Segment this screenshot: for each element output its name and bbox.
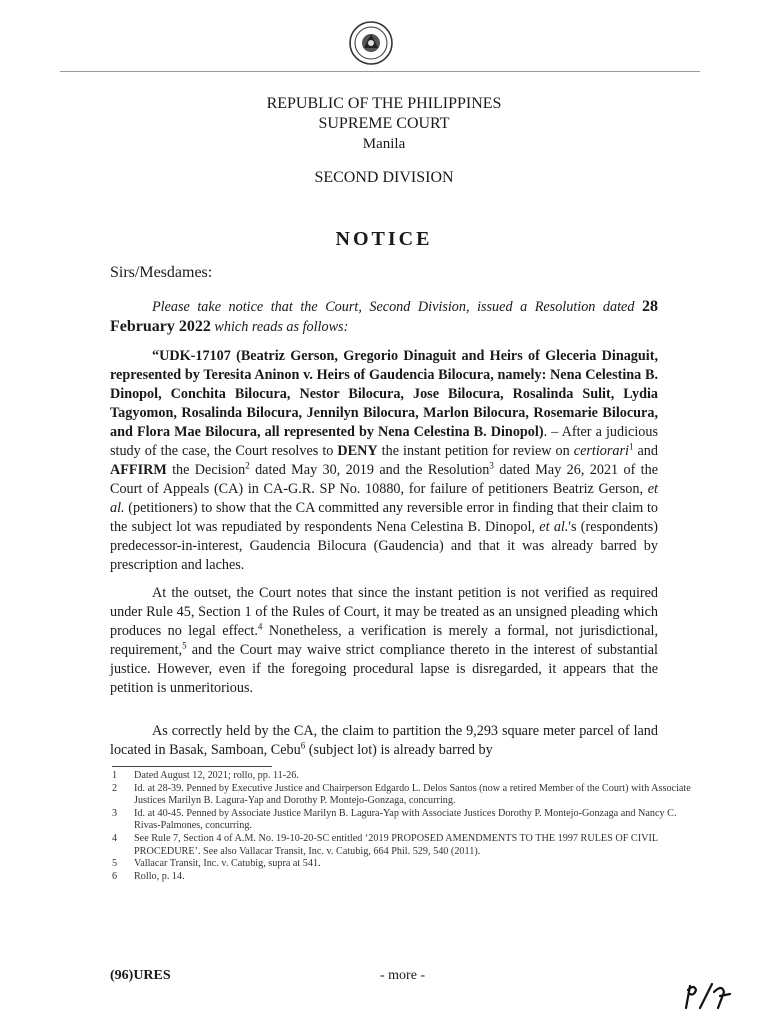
footnote <box>112 871 700 884</box>
footnote-number: 5 <box>112 858 118 870</box>
case-text: the Decision <box>166 462 246 478</box>
salutation: Sirs/Mesdames: <box>110 264 213 281</box>
footnote-ref: 1 <box>628 441 634 452</box>
header-republic: REPUBLIC OF THE PHILIPPINES <box>266 95 502 112</box>
case-text: the instant petition for review on <box>377 443 574 459</box>
certiorari-word: certiorari <box>573 443 629 459</box>
footnote-ref: 2 <box>245 460 250 471</box>
case-text: and <box>633 443 658 459</box>
footnote-text: Id. at 28-39. Penned by Executive Justice and Chairperson Edgardo L. Delos Santos (now a retired Member of the Court) with Associate Justices Marilyn B. Lagura-Yap and Dorothy P. Montejo-Gonzaga, concurring. <box>134 782 691 807</box>
intro-paragraph <box>110 297 658 337</box>
footnote-ref: 4 <box>257 621 263 632</box>
intro-text-1: Please take notice that the Court, Second Division, issued a Resolution dated <box>152 299 642 315</box>
footnote-text: Dated August 12, 2021; rollo, pp. 11-26. <box>134 770 299 781</box>
supreme-court-seal-icon <box>348 20 394 66</box>
resolution-date: 28 February 2022 <box>110 298 658 335</box>
para-text: Nonetheless, a verification is merely a formal, not jurisdictional, requirement, <box>110 623 658 658</box>
footnote-number: 4 <box>112 832 118 844</box>
footnote-number: 1 <box>112 770 118 781</box>
case-text: (petitioners) to show that the CA committed any reversible error in finding that their claim to the subject lot was repudiated by respondents Nena Celestina B. Dinopol, <box>110 500 658 535</box>
footnote-number: 6 <box>112 870 118 882</box>
footnote <box>112 783 700 808</box>
document-header <box>0 94 768 154</box>
footnotes <box>112 770 700 883</box>
case-text: dated May 30, 2019 and the Resolution <box>249 462 490 478</box>
case-text: 's (respondents) predecessor-in-interest, Gaudencia Bilocura (Gaudencia) and that it was already barred by prescription and laches. <box>110 519 658 573</box>
division-header <box>0 168 768 188</box>
footnote <box>112 858 700 871</box>
para-text: and the Court may waive strict compliance thereto in the interest of substantial justice. However, even if the foregoing procedural lapse is disregarded, it appears that the petition is unmeritorious. <box>110 642 658 696</box>
footnote-number: 2 <box>112 782 118 794</box>
footnote <box>112 770 700 783</box>
footnote-ref: 6 <box>300 740 306 751</box>
notice-title: NOTICE <box>335 228 433 250</box>
footnote-number: 3 <box>112 807 118 819</box>
footnote-text: Vallacar Transit, Inc. v. Catubig, supra at 541. <box>134 858 321 870</box>
case-text: dated May 26, 2021 of the Court of Appeals (CA) in CA-G.R. SP No. 10880, for failure of petitioners Beatriz Gerson, <box>110 462 659 497</box>
header-court: SUPREME COURT <box>318 115 450 132</box>
intro-text-2: which reads as follows: <box>210 319 349 335</box>
footnote-ref: 5 <box>182 640 187 651</box>
paragraph-partition <box>110 722 658 760</box>
deny-word: DENY <box>337 443 378 459</box>
case-text: . – After a judicious study of the case, the Court resolves to <box>110 424 659 459</box>
case-caption: “UDK-17107 (Beatriz Gerson, Gregorio Dinaguit and Heirs of Gleceria Dinaguit, represented by Teresita Aninon v. Heirs of Gaudencia Bilocura, namely: Nena Celestina B. Dinopol, Conchita Bilocura, Nestor Bilocura, Jose Bilocura, Rosalinda Sulit, Lydia Tagyomon, Rosalinda Bilocura, Jennilyn Bilocura, Marlon Bilocura, Rosemarie Bilocura, and Flora Mae Bilocura, all represented by Nena Celestina B. Dinopol) <box>110 348 658 440</box>
para-text: As correctly held by the CA, the claim to partition the 9,293 square meter parcel of land located in Basak, Samboan, Cebu <box>110 723 658 758</box>
et-al: et al. <box>539 519 569 535</box>
footnote-divider <box>112 766 272 767</box>
header-city: Manila <box>362 136 406 152</box>
para-text: At the outset, the Court notes that since the instant petition is not verified as required under Rule 45, Section 1 of the Rules of Court, it may be treated as an unsigned pleading which produces no legal effect. <box>110 585 658 639</box>
footer-more: - more - <box>380 968 426 983</box>
footnote-text: Id. at 40-45. Penned by Associate Justice Marilyn B. Lagura-Yap with Associate Justices Dorothy P. Montejo-Gonzaga and Nancy C. Rivas-Palmones, concurring. <box>134 807 677 832</box>
paragraph-procedural <box>110 584 658 698</box>
case-paragraph <box>110 347 658 575</box>
affirm-word: AFFIRM <box>110 462 167 478</box>
header-division: SECOND DIVISION <box>314 169 454 186</box>
footnote <box>112 833 700 858</box>
para-text: (subject lot) is already barred by <box>305 742 493 758</box>
footnote-ref: 3 <box>489 460 494 471</box>
footnote-text: See Rule 7, Section 4 of A.M. No. 19-10-20-SC entitled ‘2019 PROPOSED AMENDMENTS TO THE 1997 RULES OF CIVIL PROCEDURE’. See also Vallacar Transit, Inc. v. Catubig, 664 Phil. 529, 540 (2011). <box>134 832 658 857</box>
handwritten-initials-icon <box>678 978 738 1014</box>
footnote-text: Rollo, p. 14. <box>134 870 185 882</box>
et-al: et al. <box>110 481 658 516</box>
footer-code: (96)URES <box>110 968 171 983</box>
seal-divider <box>60 71 700 72</box>
footnote <box>112 808 700 833</box>
